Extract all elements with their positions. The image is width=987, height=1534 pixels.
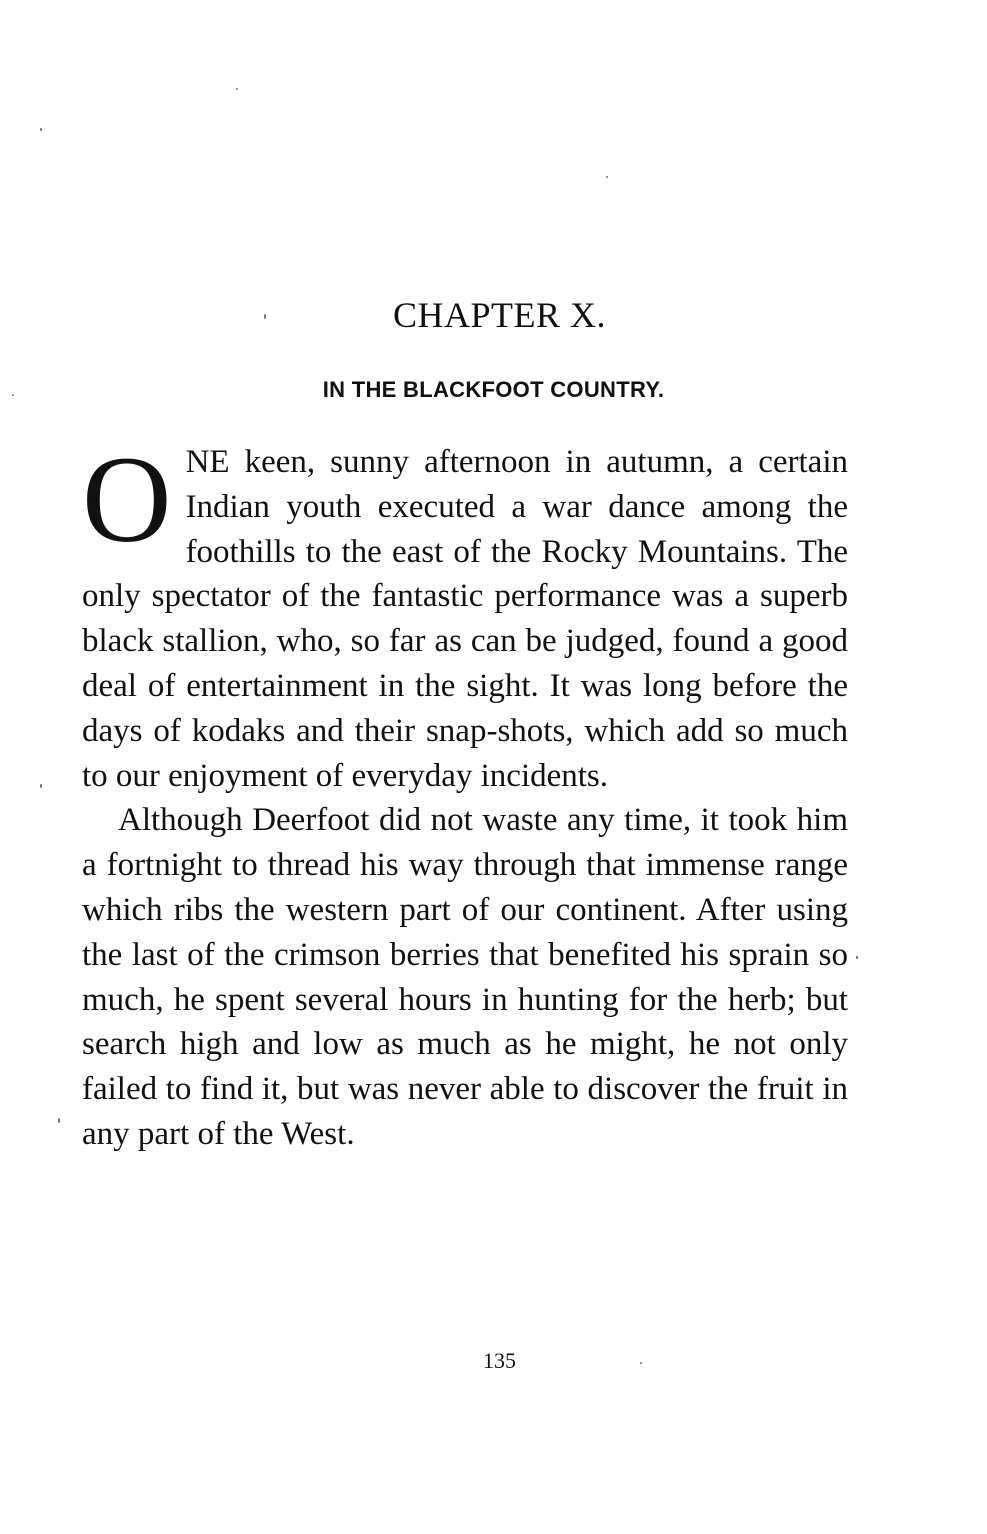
chapter-subtitle: IN THE BLACKFOOT COUNTRY. (322, 377, 665, 402)
scan-speck (40, 784, 42, 788)
chapter-title: CHAPTER X. (392, 295, 607, 335)
drop-cap: O (82, 431, 172, 568)
scan-speck (58, 1118, 60, 1123)
scan-speck (40, 128, 42, 131)
chapter-text (82, 431, 848, 1157)
paragraph-1-text: NE keen, sunny afternoon in autumn, a certain Indian youth executed a war dance among the foothills to the east of the Rocky Mountains. The only spectator of the fantastic performance was a superb black stallion, who, so far as can be judged, found a good deal of entertainment in the sight. It was long before the days of kodaks and their snap-shots, which add so much to our enjoyment of everyday incidents. (82, 444, 848, 794)
scan-speck (856, 956, 858, 959)
scan-speck (606, 176, 608, 178)
paragraph-1 (82, 431, 848, 798)
scan-speck (236, 88, 238, 90)
paragraph-2: Although Deerfoot did not waste any time, it took him a fortnight to thread his way through that immense range which ribs the western part of our continent. After using the last of the crimson berries that benefited his sprain so much, he spent several hours in hunting for the herb; but search high and low as much as he might, he not only failed to find it, but was never able to discover the fruit in any part of the West. (82, 802, 848, 1152)
page-number: 135 (483, 1348, 516, 1373)
